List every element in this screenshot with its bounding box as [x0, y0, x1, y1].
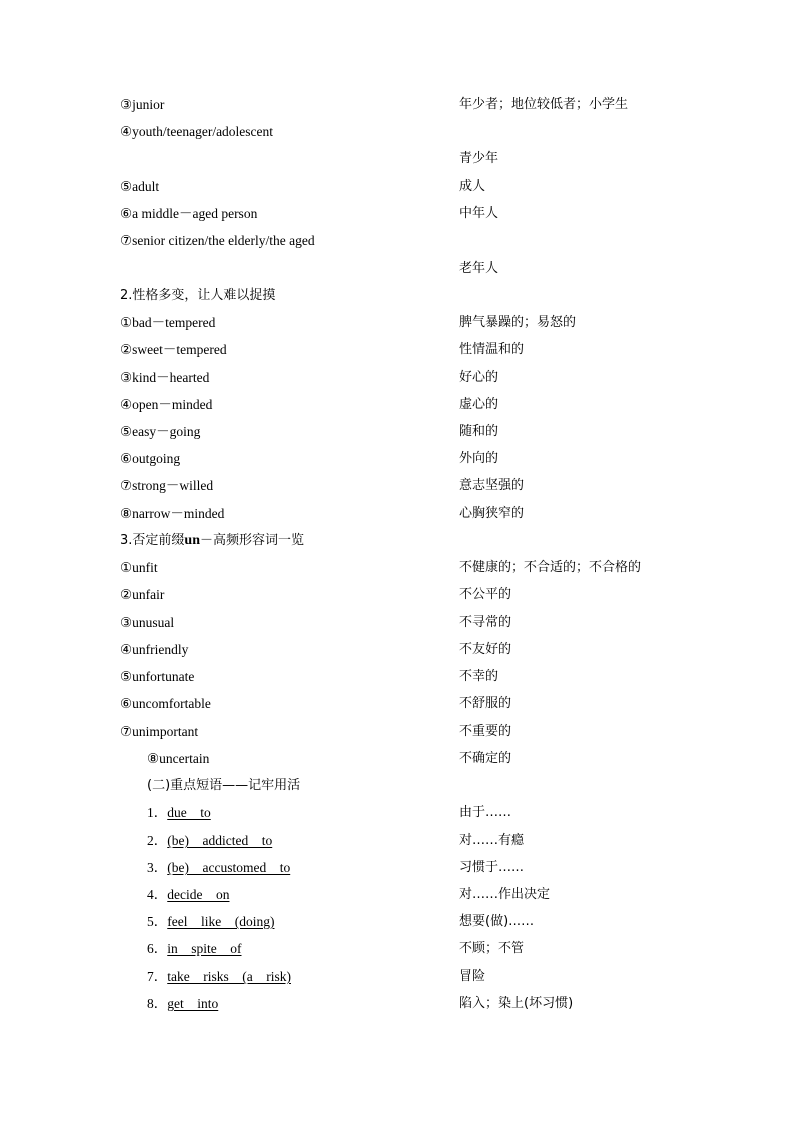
term-outgoing: ⑥outgoing — [120, 451, 181, 466]
meaning-unfit: 不健康的；不合适的；不合格的 — [459, 560, 642, 575]
meaning-junior: 年少者；地位较低者；小学生 — [459, 97, 629, 112]
phrase-meaning: 由于…… — [459, 805, 512, 820]
meaning-uncertain: 不确定的 — [459, 751, 512, 766]
term-unfortunate: ⑤unfortunate — [120, 669, 195, 684]
phrase-row — [147, 913, 274, 931]
meaning-outgoing: 外向的 — [459, 451, 499, 466]
meaning-strong-willed: 意志坚强的 — [459, 478, 525, 493]
term-narrow-minded: ⑧narrow－minded — [120, 506, 225, 521]
meaning-narrow-minded: 心胸狭窄的 — [459, 506, 525, 521]
phrase-row — [147, 804, 211, 822]
meaning-easy-going: 随和的 — [459, 424, 499, 439]
heading-suffix: －高频形容词一览 — [199, 533, 304, 548]
heading-prefix: 3.否定前缀 — [120, 533, 185, 548]
phrase-row — [147, 832, 272, 850]
meaning-uncomfortable: 不舒服的 — [459, 696, 512, 711]
phrase-meaning: 想要(做)…… — [459, 914, 535, 929]
phrase-text: feel like (doing) — [167, 914, 275, 929]
section-heading-un-prefix — [120, 532, 304, 550]
term-unfit: ①unfit — [120, 560, 158, 575]
phrase-text: decide on — [167, 887, 230, 902]
section-heading-personality: 2.性格多变，让人难以捉摸 — [120, 288, 276, 303]
phrase-text: get into — [167, 996, 219, 1011]
term-unimportant: ⑦unimportant — [120, 724, 199, 739]
phrase-number: 2． — [147, 833, 168, 848]
phrase-meaning: 对……作出决定 — [459, 887, 551, 902]
phrase-text: (be) addicted to — [167, 833, 273, 848]
term-adult: ⑤adult — [120, 179, 160, 194]
meaning-senior: 老年人 — [459, 261, 499, 276]
meaning-unimportant: 不重要的 — [459, 724, 512, 739]
heading-bold-un: un — [184, 533, 200, 548]
phrase-number: 1． — [147, 805, 168, 820]
phrase-meaning: 冒险 — [459, 969, 486, 984]
term-middle-aged: ⑥a middle－aged person — [120, 206, 258, 221]
meaning-kind-hearted: 好心的 — [459, 370, 499, 385]
phrase-row — [147, 968, 291, 986]
phrase-meaning: 不顾；不管 — [459, 941, 525, 956]
phrase-row — [147, 940, 242, 958]
meaning-youth: 青少年 — [459, 151, 499, 166]
term-youth: ④youth/teenager/adolescent — [120, 124, 274, 139]
section-heading-phrases: (二)重点短语——记牢用活 — [147, 778, 301, 793]
term-sweet-tempered: ②sweet－tempered — [120, 342, 227, 357]
phrase-meaning: 对……有瘾 — [459, 833, 525, 848]
term-uncomfortable: ⑥uncomfortable — [120, 696, 211, 711]
term-strong-willed: ⑦strong－willed — [120, 478, 214, 493]
phrase-meaning: 习惯于…… — [459, 860, 525, 875]
meaning-middle-aged: 中年人 — [459, 206, 499, 221]
phrase-number: 4． — [147, 887, 168, 902]
term-bad-tempered: ①bad－tempered — [120, 315, 216, 330]
phrase-number: 5． — [147, 914, 168, 929]
phrase-number: 8． — [147, 996, 168, 1011]
meaning-bad-tempered: 脾气暴躁的；易怒的 — [459, 315, 577, 330]
phrase-text: in spite of — [167, 941, 242, 956]
term-unfair: ②unfair — [120, 587, 165, 602]
term-unusual: ③unusual — [120, 615, 175, 630]
term-uncertain: ⑧uncertain — [147, 751, 210, 766]
term-senior: ⑦senior citizen/the elderly/the aged — [120, 233, 315, 248]
phrase-number: 3． — [147, 860, 168, 875]
phrase-meaning: 陷入；染上(坏习惯) — [459, 996, 574, 1011]
term-junior: ③junior — [120, 97, 165, 112]
phrase-text: due to — [167, 805, 211, 820]
phrase-row — [147, 995, 218, 1013]
meaning-unfriendly: 不友好的 — [459, 642, 512, 657]
meaning-unfair: 不公平的 — [459, 587, 512, 602]
term-unfriendly: ④unfriendly — [120, 642, 189, 657]
phrase-number: 7． — [147, 969, 168, 984]
meaning-sweet-tempered: 性情温和的 — [459, 342, 525, 357]
term-easy-going: ⑤easy－going — [120, 424, 201, 439]
term-open-minded: ④open－minded — [120, 397, 213, 412]
meaning-unfortunate: 不幸的 — [459, 669, 499, 684]
meaning-adult: 成人 — [459, 179, 486, 194]
meaning-open-minded: 虚心的 — [459, 397, 499, 412]
meaning-unusual: 不寻常的 — [459, 615, 512, 630]
phrase-text: (be) accustomed to — [167, 860, 291, 875]
phrase-text: take risks (a risk) — [167, 969, 291, 984]
term-kind-hearted: ③kind－hearted — [120, 370, 210, 385]
phrase-row — [147, 886, 229, 904]
phrase-number: 6． — [147, 941, 168, 956]
phrase-row — [147, 859, 290, 877]
